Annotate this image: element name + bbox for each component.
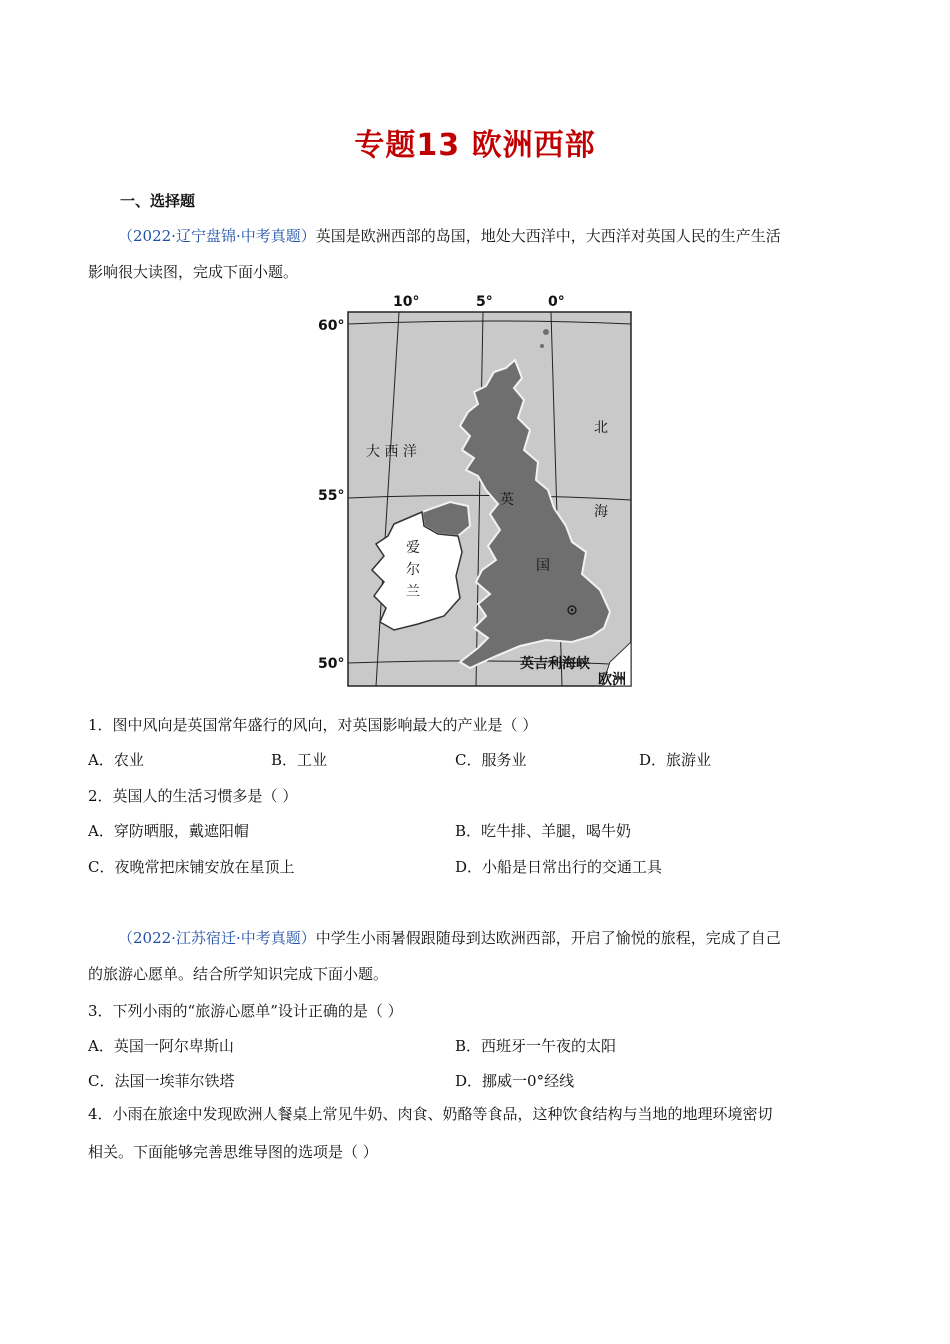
q3-option-b: B．西班牙一午夜的太阳 xyxy=(455,1037,617,1055)
group2-intro-line2: 的旅游心愿单。结合所学知识完成下面小题。 xyxy=(88,965,389,983)
q1-option-b: B．工业 xyxy=(271,751,328,769)
group1-source: （2022·辽宁盘锦·中考真题） xyxy=(118,227,316,245)
channel-label: 英吉利海峡 xyxy=(520,656,590,672)
lon-label: 10° xyxy=(393,294,420,310)
group2-source: （2022·江苏宿迁·中考真题） xyxy=(118,929,316,947)
uk-map-figure xyxy=(310,290,650,690)
q3-option-d: D．挪威一0°经线 xyxy=(455,1072,575,1090)
q1-option-a: A．农业 xyxy=(88,751,144,769)
london-marker-dot xyxy=(571,609,573,611)
europe-label: 欧洲 xyxy=(598,672,626,688)
lat-label: 50° xyxy=(318,656,345,672)
group2-intro xyxy=(88,920,860,956)
lon-label: 5° xyxy=(476,294,493,310)
north-sea-label-1: 北 xyxy=(594,420,608,436)
uk-map xyxy=(310,290,650,690)
island xyxy=(508,380,513,385)
question-4-stem-line2: 相关。下面能够完善思维导图的选项是（ ） xyxy=(88,1143,378,1161)
island xyxy=(540,344,544,348)
q2-option-d: D．小船是日常出行的交通工具 xyxy=(455,858,663,876)
question-3-stem: 3．下列小雨的“旅游心愿单”设计正确的是（ ） xyxy=(88,1002,403,1020)
group2-intro-line1: 中学生小雨暑假跟随母到达欧洲西部，开启了愉悦的旅程，完成了自己 xyxy=(315,929,781,947)
lat-label: 60° xyxy=(318,318,345,334)
q2-option-c: C．夜晚常把床铺安放在星顶上 xyxy=(88,858,295,876)
uk-label-1: 英 xyxy=(500,492,514,508)
q1-option-d: D．旅游业 xyxy=(639,751,712,769)
group1-intro-line2: 影响很大读图，完成下面小题。 xyxy=(88,263,299,281)
island xyxy=(543,329,549,335)
question-2-stem: 2．英国人的生活习惯多是（ ） xyxy=(88,787,298,805)
group1-intro-line1: 英国是欧洲西部的岛国，地处大西洋中，大西洋对英国人民的生产生活 xyxy=(315,227,781,245)
lat-label: 55° xyxy=(318,488,345,504)
ireland-label-3: 兰 xyxy=(406,584,420,600)
q3-option-a: A．英国一阿尔卑斯山 xyxy=(88,1037,234,1055)
ireland-label-1: 爱 xyxy=(406,540,420,556)
section-heading: 一、选择题 xyxy=(120,192,196,210)
q2-option-a: A．穿防晒服，戴遮阳帽 xyxy=(88,822,249,840)
uk-label-2: 国 xyxy=(536,558,550,574)
q3-option-c: C．法国一埃菲尔铁塔 xyxy=(88,1072,235,1090)
group1-intro xyxy=(88,218,860,254)
question-4-stem-line1: 4．小雨在旅途中发现欧洲人餐桌上常见牛奶、肉食、奶酪等食品，这种饮食结构与当地的地理环境密切 xyxy=(88,1105,773,1123)
ireland-label-2: 尔 xyxy=(406,562,420,578)
page-title: 专题13 欧洲西部 xyxy=(354,128,596,163)
atlantic-label: 大 西 洋 xyxy=(366,444,417,460)
question-1-stem: 1．图中风向是英国常年盛行的风向，对英国影响最大的产业是（ ） xyxy=(88,716,538,734)
q1-option-c: C．服务业 xyxy=(455,751,527,769)
north-sea-label-2: 海 xyxy=(594,504,608,520)
lon-label: 0° xyxy=(548,294,565,310)
q2-option-b: B．吃牛排、羊腿，喝牛奶 xyxy=(455,822,632,840)
